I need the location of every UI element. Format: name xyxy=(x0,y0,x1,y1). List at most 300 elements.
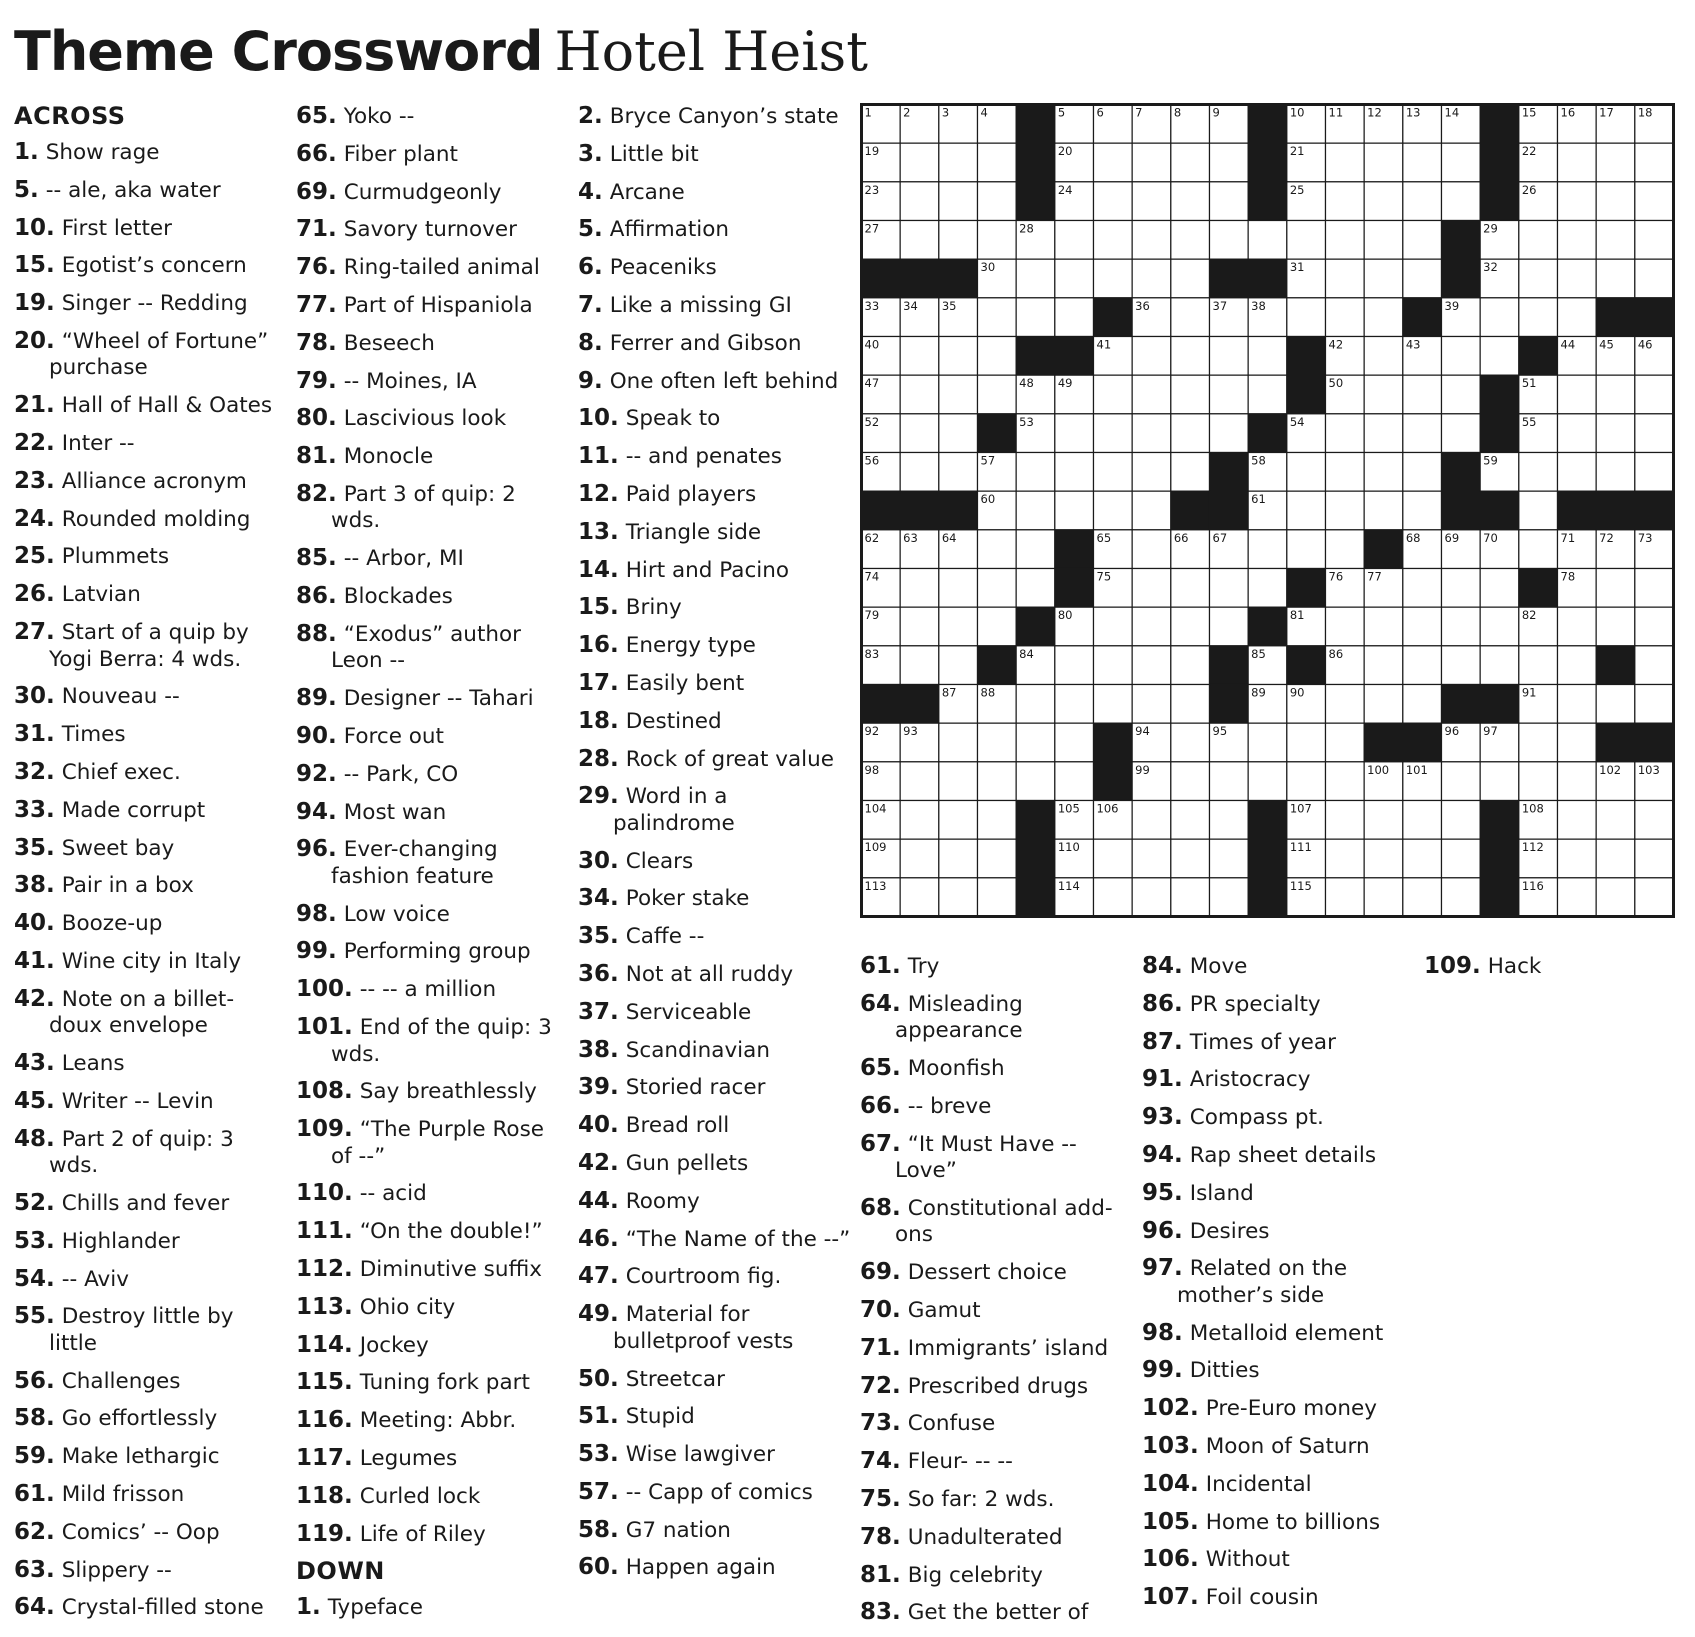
grid-cell[interactable] xyxy=(1326,221,1365,260)
grid-cell[interactable] xyxy=(1016,723,1055,762)
grid-cell[interactable] xyxy=(1094,646,1133,685)
grid-cell[interactable] xyxy=(1596,259,1635,298)
grid-cell[interactable] xyxy=(1364,646,1403,685)
clue-number: 68. xyxy=(860,1194,901,1221)
clue-number: 28. xyxy=(578,745,619,772)
grid-cell[interactable] xyxy=(939,143,978,182)
grid-cell[interactable] xyxy=(900,801,939,840)
grid-cell[interactable] xyxy=(900,839,939,878)
grid-cell[interactable] xyxy=(1326,143,1365,182)
grid-cell[interactable] xyxy=(1094,685,1133,724)
grid-block xyxy=(1596,298,1635,337)
grid-cell[interactable] xyxy=(1287,762,1326,801)
grid-cell[interactable] xyxy=(1326,453,1365,492)
grid-cell[interactable] xyxy=(1442,375,1481,414)
grid-cell[interactable] xyxy=(900,762,939,801)
clue-text: PR specialty xyxy=(1189,991,1321,1017)
grid-cell[interactable] xyxy=(1596,878,1635,917)
grid-cell[interactable] xyxy=(1132,182,1171,221)
grid-cell[interactable] xyxy=(1442,878,1481,917)
grid-cell[interactable] xyxy=(1519,530,1558,569)
grid-cell[interactable] xyxy=(1326,607,1365,646)
grid-cell[interactable] xyxy=(1403,453,1442,492)
grid-cell[interactable] xyxy=(1055,762,1094,801)
grid-cell[interactable] xyxy=(1596,685,1635,724)
grid-cell[interactable] xyxy=(1171,182,1210,221)
clue-item xyxy=(296,103,566,131)
grid-cell[interactable] xyxy=(1326,530,1365,569)
grid-cell[interactable] xyxy=(1558,607,1597,646)
grid-cell[interactable] xyxy=(1364,878,1403,917)
grid-cell[interactable] xyxy=(1596,839,1635,878)
grid-cell[interactable] xyxy=(1094,259,1133,298)
grid-cell[interactable] xyxy=(1558,182,1597,221)
cell-number: 69 xyxy=(1444,530,1460,545)
grid-cell[interactable] xyxy=(900,878,939,917)
grid-cell[interactable] xyxy=(1171,375,1210,414)
cell-number: 100 xyxy=(1367,762,1390,777)
grid-cell[interactable] xyxy=(1248,762,1287,801)
grid-cell[interactable] xyxy=(939,607,978,646)
grid-cell[interactable] xyxy=(1596,143,1635,182)
grid-cell[interactable] xyxy=(1442,414,1481,453)
grid-cell[interactable] xyxy=(1326,762,1365,801)
grid-cell[interactable] xyxy=(900,182,939,221)
grid-cell[interactable] xyxy=(900,453,939,492)
grid-cell[interactable] xyxy=(1558,259,1597,298)
grid-cell[interactable] xyxy=(1326,182,1365,221)
grid-cell[interactable] xyxy=(1210,801,1249,840)
grid-cell[interactable] xyxy=(1442,607,1481,646)
grid-cell[interactable] xyxy=(1055,491,1094,530)
grid-cell[interactable] xyxy=(1596,182,1635,221)
clue-number: 44. xyxy=(578,1187,619,1214)
grid-cell[interactable] xyxy=(1635,221,1674,260)
grid-cell[interactable] xyxy=(939,453,978,492)
grid-cell[interactable] xyxy=(1210,182,1249,221)
grid-cell[interactable] xyxy=(1442,337,1481,376)
grid-cell[interactable] xyxy=(1210,337,1249,376)
clue-number: 2. xyxy=(578,103,603,129)
grid-cell[interactable] xyxy=(1403,685,1442,724)
grid-cell[interactable] xyxy=(1132,375,1171,414)
clue-number: 99. xyxy=(296,938,337,965)
grid-cell[interactable] xyxy=(1326,801,1365,840)
grid-cell[interactable] xyxy=(1210,375,1249,414)
clue-text: Get the better of xyxy=(907,1600,1089,1626)
clue-number: 14. xyxy=(578,556,619,583)
grid-cell[interactable] xyxy=(900,607,939,646)
grid-cell[interactable] xyxy=(1519,221,1558,260)
clue-number: 99. xyxy=(1142,1357,1183,1384)
grid-cell[interactable] xyxy=(1442,143,1481,182)
grid-cell[interactable] xyxy=(1480,646,1519,685)
grid-cell[interactable] xyxy=(1132,607,1171,646)
grid-cell[interactable] xyxy=(1635,259,1674,298)
clue-item xyxy=(578,923,853,951)
grid-cell[interactable] xyxy=(1287,491,1326,530)
clue-item xyxy=(578,405,853,433)
grid-cell[interactable] xyxy=(1558,878,1597,917)
grid-cell[interactable] xyxy=(1364,143,1403,182)
grid-cell[interactable] xyxy=(1016,259,1055,298)
grid-cell[interactable] xyxy=(1171,878,1210,917)
grid-cell[interactable] xyxy=(1364,685,1403,724)
grid-cell[interactable] xyxy=(939,221,978,260)
grid-cell[interactable] xyxy=(1480,762,1519,801)
grid-cell[interactable] xyxy=(1442,569,1481,608)
grid-cell[interactable] xyxy=(1364,453,1403,492)
grid-cell[interactable] xyxy=(1403,143,1442,182)
grid-cell[interactable] xyxy=(1210,839,1249,878)
clue-text: One often left behind xyxy=(609,368,839,394)
grid-cell[interactable] xyxy=(1055,414,1094,453)
grid-cell[interactable] xyxy=(1519,453,1558,492)
grid-block xyxy=(862,491,901,530)
clue-number: 111. xyxy=(296,1218,353,1245)
grid-cell[interactable] xyxy=(1403,569,1442,608)
grid-cell[interactable] xyxy=(1171,646,1210,685)
grid-cell[interactable] xyxy=(900,375,939,414)
grid-cell[interactable] xyxy=(1132,259,1171,298)
grid-cell[interactable] xyxy=(1519,259,1558,298)
grid-cell[interactable] xyxy=(1403,414,1442,453)
grid-cell[interactable] xyxy=(1364,259,1403,298)
grid-cell[interactable] xyxy=(1519,723,1558,762)
grid-cell[interactable] xyxy=(1326,839,1365,878)
grid-cell[interactable] xyxy=(1635,878,1674,917)
grid-cell[interactable] xyxy=(978,801,1017,840)
grid-cell[interactable] xyxy=(1094,607,1133,646)
grid-cell[interactable] xyxy=(939,337,978,376)
grid-cell[interactable] xyxy=(1442,839,1481,878)
grid-cell[interactable] xyxy=(1132,491,1171,530)
grid-cell[interactable] xyxy=(978,878,1017,917)
grid-cell[interactable] xyxy=(1287,723,1326,762)
grid-cell[interactable] xyxy=(1635,646,1674,685)
grid-cell[interactable] xyxy=(1558,143,1597,182)
grid-cell[interactable] xyxy=(900,337,939,376)
grid-cell[interactable] xyxy=(939,569,978,608)
clue-column-5 xyxy=(1142,953,1412,1622)
grid-cell[interactable] xyxy=(1171,143,1210,182)
grid-cell[interactable] xyxy=(1326,685,1365,724)
grid-cell[interactable] xyxy=(1171,414,1210,453)
grid-cell[interactable] xyxy=(1210,607,1249,646)
grid-cell[interactable] xyxy=(1171,762,1210,801)
clue-text: Island xyxy=(1189,1180,1254,1206)
grid-cell[interactable] xyxy=(1094,221,1133,260)
grid-cell[interactable] xyxy=(939,878,978,917)
clue-item xyxy=(14,1557,284,1585)
grid-cell[interactable] xyxy=(1596,414,1635,453)
grid-cell[interactable] xyxy=(1171,723,1210,762)
grid-cell[interactable] xyxy=(1326,259,1365,298)
grid-cell[interactable] xyxy=(1287,530,1326,569)
grid-cell[interactable] xyxy=(1635,607,1674,646)
grid-cell[interactable] xyxy=(1287,298,1326,337)
grid-cell[interactable] xyxy=(1132,839,1171,878)
grid-cell[interactable] xyxy=(1558,839,1597,878)
clue-number: 98. xyxy=(1142,1319,1183,1346)
grid-cell[interactable] xyxy=(1519,491,1558,530)
grid-cell[interactable] xyxy=(1364,839,1403,878)
grid-cell[interactable] xyxy=(1171,259,1210,298)
clue-item xyxy=(860,1448,1130,1476)
grid-block xyxy=(1210,259,1249,298)
grid-cell[interactable] xyxy=(1016,762,1055,801)
grid-cell[interactable] xyxy=(939,723,978,762)
grid-cell[interactable] xyxy=(1326,491,1365,530)
grid-cell[interactable] xyxy=(1248,221,1287,260)
grid-cell[interactable] xyxy=(1210,569,1249,608)
grid-cell[interactable] xyxy=(1403,375,1442,414)
grid-cell[interactable] xyxy=(1403,878,1442,917)
grid-cell[interactable] xyxy=(978,723,1017,762)
grid-cell[interactable] xyxy=(1132,453,1171,492)
grid-cell[interactable] xyxy=(1364,182,1403,221)
grid-cell[interactable] xyxy=(900,569,939,608)
grid-cell[interactable] xyxy=(1248,530,1287,569)
grid-cell[interactable] xyxy=(1403,491,1442,530)
grid-cell[interactable] xyxy=(1364,414,1403,453)
grid-cell[interactable] xyxy=(1132,646,1171,685)
grid-cell[interactable] xyxy=(1248,337,1287,376)
clue-item xyxy=(860,1297,1130,1325)
grid-cell[interactable] xyxy=(1480,337,1519,376)
grid-cell[interactable] xyxy=(1210,878,1249,917)
grid-cell[interactable] xyxy=(1635,143,1674,182)
grid-cell[interactable] xyxy=(1094,839,1133,878)
grid-cell[interactable] xyxy=(1055,298,1094,337)
grid-cell[interactable] xyxy=(1171,337,1210,376)
grid-cell[interactable] xyxy=(900,143,939,182)
grid-cell[interactable] xyxy=(1210,221,1249,260)
grid-cell[interactable] xyxy=(1364,337,1403,376)
grid-cell[interactable] xyxy=(1442,182,1481,221)
grid-cell[interactable] xyxy=(978,298,1017,337)
grid-cell[interactable] xyxy=(1403,801,1442,840)
grid-cell[interactable] xyxy=(1558,685,1597,724)
grid-cell[interactable] xyxy=(1596,221,1635,260)
grid-cell[interactable] xyxy=(1016,491,1055,530)
grid-cell[interactable] xyxy=(1596,607,1635,646)
grid-cell[interactable] xyxy=(1326,298,1365,337)
grid-cell[interactable] xyxy=(1519,298,1558,337)
grid-cell[interactable] xyxy=(1364,801,1403,840)
grid-cell[interactable] xyxy=(1596,569,1635,608)
cell-number: 67 xyxy=(1212,530,1228,545)
grid-cell[interactable] xyxy=(1210,414,1249,453)
cell-number: 29 xyxy=(1483,221,1498,236)
grid-cell[interactable] xyxy=(978,530,1017,569)
grid-cell[interactable] xyxy=(1248,723,1287,762)
grid-cell[interactable] xyxy=(1403,221,1442,260)
grid-cell[interactable] xyxy=(1635,453,1674,492)
grid-cell[interactable] xyxy=(978,182,1017,221)
grid-cell[interactable] xyxy=(1403,646,1442,685)
clue-item xyxy=(14,1368,284,1396)
cell-number: 66 xyxy=(1173,530,1189,545)
grid-cell[interactable] xyxy=(1094,491,1133,530)
grid-cell[interactable] xyxy=(1403,182,1442,221)
grid-cell[interactable] xyxy=(1596,801,1635,840)
grid-cell[interactable] xyxy=(1635,685,1674,724)
clue-text: Part of Hispaniola xyxy=(343,292,533,318)
grid-cell[interactable] xyxy=(939,414,978,453)
grid-cell[interactable] xyxy=(1171,685,1210,724)
grid-cell[interactable] xyxy=(1558,221,1597,260)
grid-cell[interactable] xyxy=(978,221,1017,260)
grid-cell[interactable] xyxy=(1132,221,1171,260)
grid-cell[interactable] xyxy=(1171,569,1210,608)
clue-text: Incidental xyxy=(1205,1471,1312,1497)
grid-cell[interactable] xyxy=(1171,801,1210,840)
grid-cell[interactable] xyxy=(1403,259,1442,298)
grid-cell[interactable] xyxy=(1364,298,1403,337)
grid-cell[interactable] xyxy=(1094,453,1133,492)
grid-cell[interactable] xyxy=(1558,375,1597,414)
clue-item xyxy=(578,443,853,471)
clue-number: 9. xyxy=(578,367,603,394)
grid-cell[interactable] xyxy=(1558,453,1597,492)
clue-item xyxy=(14,948,284,976)
grid-cell[interactable] xyxy=(978,569,1017,608)
grid-cell[interactable] xyxy=(978,143,1017,182)
clue-text: Big celebrity xyxy=(907,1562,1043,1588)
grid-cell[interactable] xyxy=(1287,453,1326,492)
clue-number: 66. xyxy=(296,140,337,167)
grid-cell[interactable] xyxy=(978,607,1017,646)
grid-cell[interactable] xyxy=(1364,607,1403,646)
grid-cell[interactable] xyxy=(1132,569,1171,608)
grid-cell[interactable] xyxy=(1132,337,1171,376)
grid-cell[interactable] xyxy=(1055,221,1094,260)
grid-cell[interactable] xyxy=(1442,762,1481,801)
grid-cell[interactable] xyxy=(1094,414,1133,453)
cell-number: 114 xyxy=(1057,878,1080,893)
grid-cell[interactable] xyxy=(1016,453,1055,492)
grid-cell[interactable] xyxy=(939,182,978,221)
clue-number: 23. xyxy=(14,467,55,494)
grid-cell[interactable] xyxy=(1558,646,1597,685)
grid-cell[interactable] xyxy=(1055,723,1094,762)
grid-cell[interactable] xyxy=(939,646,978,685)
grid-cell[interactable] xyxy=(1171,298,1210,337)
grid-cell[interactable] xyxy=(1442,646,1481,685)
grid-cell[interactable] xyxy=(1248,375,1287,414)
grid-cell[interactable] xyxy=(1635,801,1674,840)
grid-cell[interactable] xyxy=(900,221,939,260)
clue-item xyxy=(296,1180,566,1208)
grid-cell[interactable] xyxy=(1558,762,1597,801)
grid-cell[interactable] xyxy=(1403,839,1442,878)
grid-cell[interactable] xyxy=(1094,878,1133,917)
clue-text: Mild frisson xyxy=(61,1482,185,1507)
grid-cell[interactable] xyxy=(1480,607,1519,646)
grid-cell[interactable] xyxy=(1326,414,1365,453)
grid-cell[interactable] xyxy=(1171,607,1210,646)
grid-cell[interactable] xyxy=(1635,414,1674,453)
grid-cell[interactable] xyxy=(900,414,939,453)
clue-text: Legumes xyxy=(359,1446,458,1471)
grid-cell[interactable] xyxy=(1635,182,1674,221)
grid-cell[interactable] xyxy=(1596,453,1635,492)
grid-cell[interactable] xyxy=(1364,491,1403,530)
grid-cell[interactable] xyxy=(1519,762,1558,801)
grid-cell[interactable] xyxy=(1171,839,1210,878)
grid-cell[interactable] xyxy=(1210,143,1249,182)
grid-cell[interactable] xyxy=(1210,762,1249,801)
grid-cell[interactable] xyxy=(1094,375,1133,414)
grid-cell[interactable] xyxy=(1055,453,1094,492)
grid-cell[interactable] xyxy=(1558,298,1597,337)
grid-cell[interactable] xyxy=(1364,375,1403,414)
grid-cell[interactable] xyxy=(1558,723,1597,762)
grid-cell[interactable] xyxy=(1558,801,1597,840)
grid-cell[interactable] xyxy=(1016,530,1055,569)
grid-cell[interactable] xyxy=(1596,375,1635,414)
grid-cell[interactable] xyxy=(939,839,978,878)
grid-cell[interactable] xyxy=(1016,569,1055,608)
grid-cell[interactable] xyxy=(1635,569,1674,608)
clue-item xyxy=(296,545,566,573)
grid-cell[interactable] xyxy=(1132,801,1171,840)
grid-cell[interactable] xyxy=(1055,259,1094,298)
grid-cell[interactable] xyxy=(1016,298,1055,337)
grid-cell[interactable] xyxy=(978,337,1017,376)
grid-cell[interactable] xyxy=(939,762,978,801)
grid-cell[interactable] xyxy=(1558,414,1597,453)
grid-cell[interactable] xyxy=(1442,801,1481,840)
cell-number: 107 xyxy=(1289,801,1312,816)
grid-cell[interactable] xyxy=(1132,530,1171,569)
grid-cell[interactable] xyxy=(939,801,978,840)
grid-cell[interactable] xyxy=(1094,182,1133,221)
grid-cell[interactable] xyxy=(939,375,978,414)
grid-cell[interactable] xyxy=(978,839,1017,878)
grid-cell[interactable] xyxy=(1287,221,1326,260)
grid-cell[interactable] xyxy=(1326,878,1365,917)
grid-cell[interactable] xyxy=(1248,569,1287,608)
grid-cell[interactable] xyxy=(1480,569,1519,608)
grid-cell[interactable] xyxy=(1132,414,1171,453)
grid-cell[interactable] xyxy=(1171,453,1210,492)
grid-cell[interactable] xyxy=(978,375,1017,414)
clue-item xyxy=(578,103,853,131)
grid-cell[interactable] xyxy=(1326,723,1365,762)
grid-cell[interactable] xyxy=(900,646,939,685)
grid-cell[interactable] xyxy=(1480,298,1519,337)
cell-number: 4 xyxy=(980,105,988,120)
grid-cell[interactable] xyxy=(1016,685,1055,724)
grid-cell[interactable] xyxy=(978,762,1017,801)
grid-cell[interactable] xyxy=(1635,839,1674,878)
grid-cell[interactable] xyxy=(1132,143,1171,182)
grid-cell[interactable] xyxy=(1635,375,1674,414)
grid-cell[interactable] xyxy=(1403,607,1442,646)
grid-block xyxy=(900,491,939,530)
grid-cell[interactable] xyxy=(1132,878,1171,917)
grid-cell[interactable] xyxy=(1055,685,1094,724)
grid-cell[interactable] xyxy=(1519,646,1558,685)
clue-text: Highlander xyxy=(61,1228,180,1254)
grid-cell[interactable] xyxy=(1094,143,1133,182)
grid-cell[interactable] xyxy=(1055,646,1094,685)
grid-cell[interactable] xyxy=(1132,685,1171,724)
grid-cell[interactable] xyxy=(1364,221,1403,260)
grid-cell[interactable] xyxy=(1171,221,1210,260)
